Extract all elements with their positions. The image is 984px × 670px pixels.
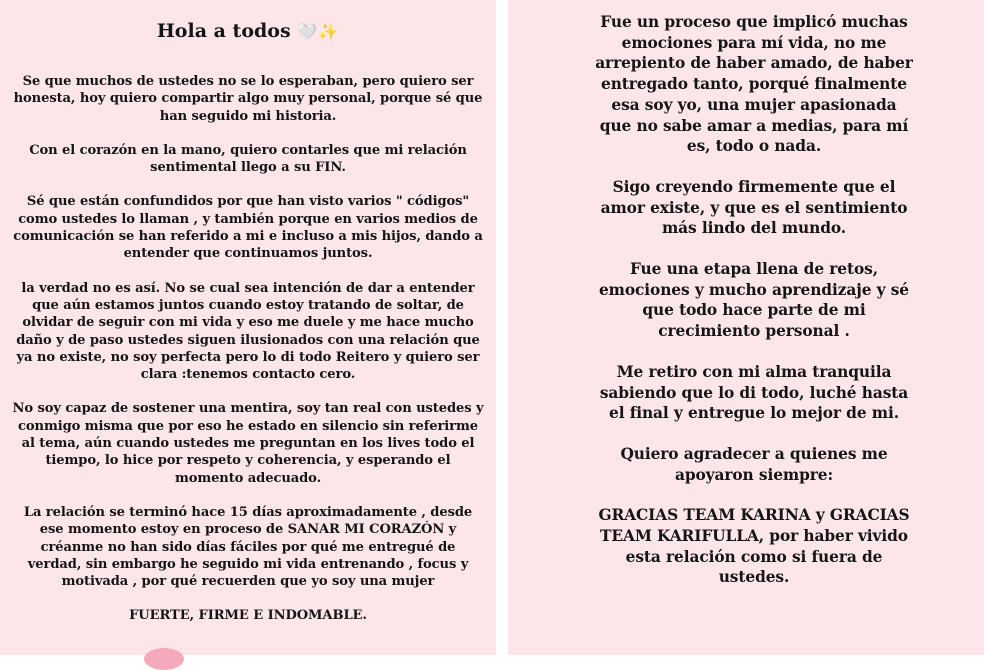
statement-title [12,18,484,45]
paragraph: Se que muchos de ustedes no se lo esperaban, pero quiero ser honesta, hoy quiero compartir algo muy personal, porque sé que han seguido mi historia. [13,74,483,124]
paragraph: Con el corazón en la mano, quiero contarles que mi relación sentimental llego a su FIN. [29,142,467,176]
page-gap [496,0,508,655]
title-text: Hola a todos [156,20,291,42]
paragraph: Fue una etapa llena de retos, emociones y mucho aprendizaje y sé que todo hace parte de mi crecimiento personal . [598,260,909,341]
left-page [0,0,496,655]
white-heart-icon: 🤍 [297,22,319,41]
paragraph: la verdad no es así. No se cual sea intención de dar a entender que aún estamos juntos cuando estoy tratando de soltar, de olvidar de seguir con mi vida y eso me duele y me hace mucho daño y de paso ustedes siguen ilusionados con una relación que ya no existe, no soy perfecta pero lo di todo Reitero y quiero ser clara :tenemos contacto cero. [16,280,480,383]
thanks-paragraph: GRACIAS TEAM KARINA y GRACIAS TEAM KARIFULLA, por haber vivido esta relación como si fuera de ustedes. [598,506,910,587]
paragraph: Quiero agradecer a quienes me apoyaron siempre: [620,444,888,484]
paragraph: Fue un proceso que implicó muchas emociones para mí vida, no me arrepiento de haber amado, de haber entregado tanto, porqué finalmente esa soy yo, una mujer apasionada que no sabe amar a medias, para mí es, todo o nada. [595,13,913,156]
paragraph: No soy capaz de sostener una mentira, soy tan real con ustedes y conmigo misma que por eso he estado en silencio sin referirme al tema, aún cuando ustedes me preguntan en los lives todo el tiempo, lo hice por respeto y coherencia, y esperando el momento adecuado. [12,401,484,486]
title-emojis [297,22,339,41]
sparkles-icon: ✨ [318,22,340,41]
pink-circle-decoration [144,648,184,670]
paragraph: Me retiro con mi alma tranquila sabiendo que lo di todo, luché hasta el final y entregue lo mejor de mi. [599,362,909,423]
paragraph: Sigo creyendo firmemente que el amor existe, y que es el sentimiento más lindo del mundo. [600,177,908,238]
paragraph: Sé que están confundidos por que han visto varios " códigos" como ustedes lo llaman , y también porque en varios medios de comunicación se han referido a mi e incluso a mis hijos, dando a entender que continuamos juntos. [13,194,483,262]
paragraph: La relación se terminó hace 15 días aproximadamente , desde ese momento estoy en proceso de SANAR MI CORAZÓN y créanme no han sido días fáciles por qué me entregué de verdad, sin embargo he seguido mi vida entrenando , focus y motivada , por qué recuerden que yo soy una mujer [23,504,473,590]
closing-line: FUERTE, FIRME E INDOMABLE. [129,608,367,624]
right-page [508,0,984,655]
